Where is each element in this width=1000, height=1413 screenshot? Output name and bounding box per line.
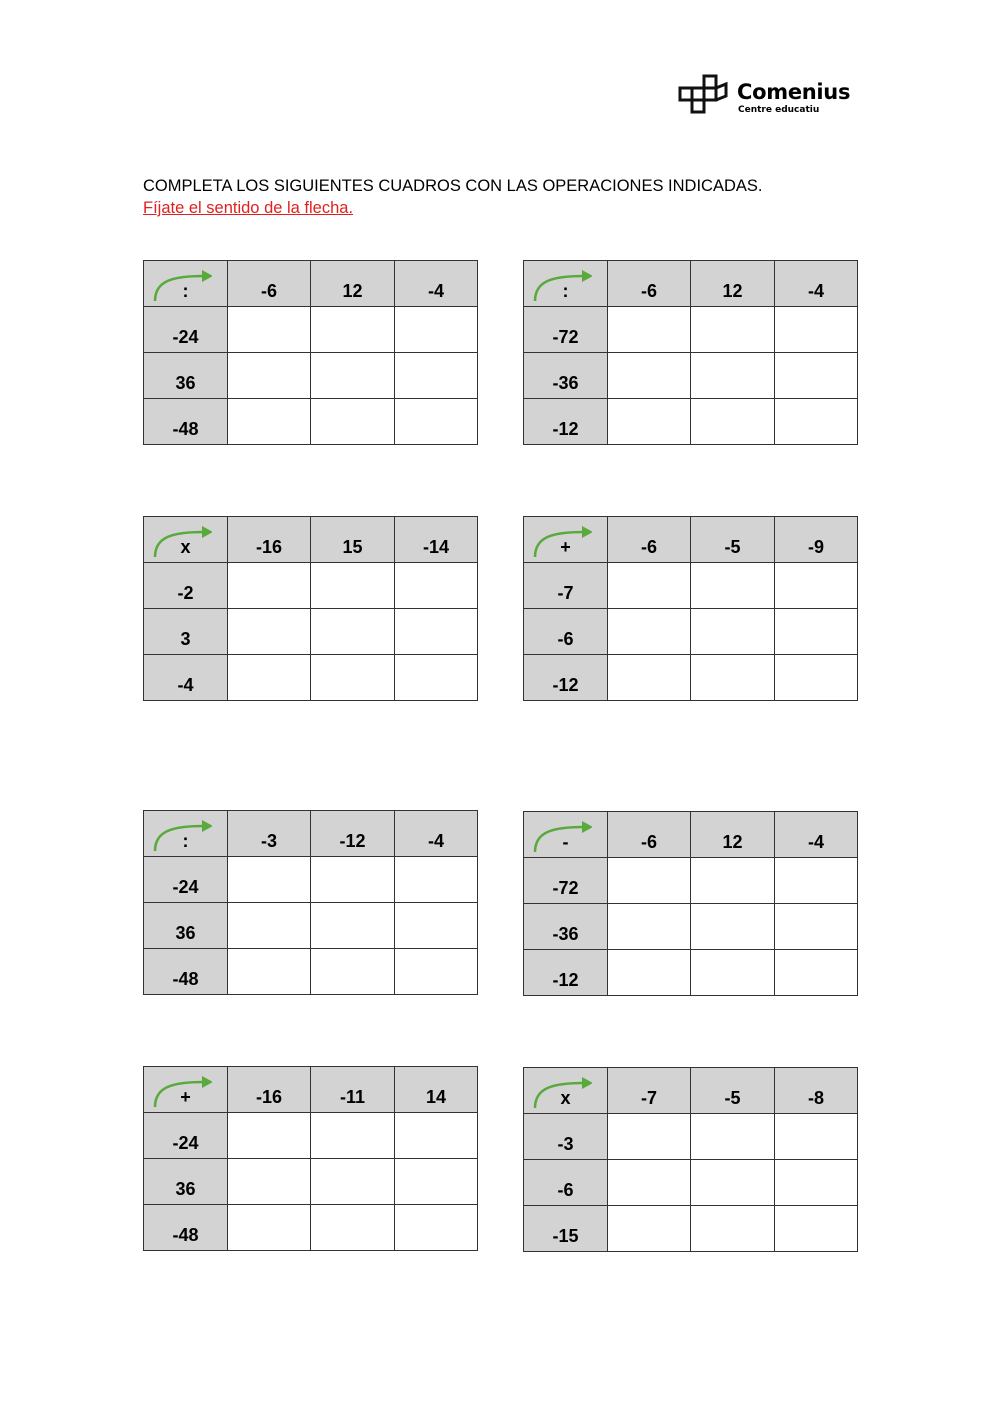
column-header: 12 (691, 261, 775, 307)
curved-arrow-icon (152, 817, 212, 853)
answer-cell[interactable] (311, 399, 395, 445)
answer-cell[interactable] (691, 563, 775, 609)
answer-cell[interactable] (228, 399, 311, 445)
instruction-hint: Fíjate el sentido de la flecha. (143, 199, 354, 217)
column-header: -5 (691, 517, 775, 563)
answer-cell[interactable] (608, 904, 691, 950)
row-header: -12 (524, 950, 608, 996)
curved-arrow-icon (152, 523, 212, 559)
answer-cell[interactable] (608, 399, 691, 445)
answer-cell[interactable] (311, 609, 395, 655)
answer-cell[interactable] (691, 609, 775, 655)
answer-cell[interactable] (395, 563, 478, 609)
answer-cell[interactable] (608, 563, 691, 609)
column-header: -5 (691, 1068, 775, 1114)
answer-cell[interactable] (228, 655, 311, 701)
answer-cell[interactable] (775, 563, 858, 609)
row-header: -24 (144, 857, 228, 903)
operation-table-5 (143, 810, 478, 995)
answer-cell[interactable] (395, 1113, 478, 1159)
answer-cell[interactable] (775, 353, 858, 399)
column-header: -6 (608, 812, 691, 858)
row-header: -48 (144, 399, 228, 445)
row-header: 36 (144, 903, 228, 949)
answer-cell[interactable] (775, 904, 858, 950)
curved-arrow-icon (532, 1074, 592, 1110)
answer-cell[interactable] (311, 353, 395, 399)
row-header: -2 (144, 563, 228, 609)
column-header: -6 (608, 261, 691, 307)
answer-cell[interactable] (395, 307, 478, 353)
answer-cell[interactable] (691, 1114, 775, 1160)
answer-cell[interactable] (395, 353, 478, 399)
answer-cell[interactable] (691, 1206, 775, 1252)
column-header: -12 (311, 811, 395, 857)
answer-cell[interactable] (395, 903, 478, 949)
answer-cell[interactable] (311, 307, 395, 353)
row-header: -36 (524, 904, 608, 950)
row-header: -48 (144, 949, 228, 995)
operation-table-1 (143, 260, 478, 445)
column-header: -3 (228, 811, 311, 857)
answer-cell[interactable] (228, 609, 311, 655)
column-header: 12 (311, 261, 395, 307)
answer-cell[interactable] (608, 609, 691, 655)
column-header: -9 (775, 517, 858, 563)
operator-cell (144, 811, 228, 857)
answer-cell[interactable] (395, 1159, 478, 1205)
operator-cell (144, 517, 228, 563)
operation-table-8 (523, 1067, 858, 1252)
column-header: -4 (395, 261, 478, 307)
answer-cell[interactable] (691, 858, 775, 904)
answer-cell[interactable] (691, 950, 775, 996)
answer-cell[interactable] (395, 655, 478, 701)
answer-cell[interactable] (775, 655, 858, 701)
row-header: -12 (524, 655, 608, 701)
curved-arrow-icon (532, 267, 592, 303)
answer-cell[interactable] (608, 307, 691, 353)
operator-symbol: : (182, 281, 189, 301)
column-header: 15 (311, 517, 395, 563)
column-header: -7 (608, 1068, 691, 1114)
curved-arrow-icon (152, 267, 212, 303)
answer-cell[interactable] (311, 903, 395, 949)
answer-cell[interactable] (228, 353, 311, 399)
row-header: -24 (144, 307, 228, 353)
answer-cell[interactable] (608, 1114, 691, 1160)
column-header: -16 (228, 1067, 311, 1113)
answer-cell[interactable] (395, 949, 478, 995)
answer-cell[interactable] (775, 858, 858, 904)
answer-cell[interactable] (691, 904, 775, 950)
answer-cell[interactable] (395, 609, 478, 655)
column-header: -6 (608, 517, 691, 563)
answer-cell[interactable] (311, 857, 395, 903)
operator-cell (524, 812, 608, 858)
operator-symbol: : (562, 281, 569, 301)
operator-symbol: x (560, 1088, 571, 1108)
logo-cubes-icon (678, 72, 730, 118)
answer-cell[interactable] (775, 1206, 858, 1252)
answer-cell[interactable] (395, 1205, 478, 1251)
answer-cell[interactable] (311, 655, 395, 701)
operator-symbol: + (560, 537, 571, 557)
answer-cell[interactable] (608, 655, 691, 701)
row-header: -15 (524, 1206, 608, 1252)
column-header: -6 (228, 261, 311, 307)
row-header: -3 (524, 1114, 608, 1160)
row-header: -6 (524, 1160, 608, 1206)
answer-cell[interactable] (775, 307, 858, 353)
answer-cell[interactable] (228, 949, 311, 995)
row-header: -7 (524, 563, 608, 609)
comenius-logo (678, 72, 858, 122)
answer-cell[interactable] (608, 950, 691, 996)
operation-table-3 (143, 516, 478, 701)
row-header: -24 (144, 1113, 228, 1159)
operator-cell (144, 261, 228, 307)
column-header: -4 (775, 812, 858, 858)
answer-cell[interactable] (608, 1206, 691, 1252)
answer-cell[interactable] (228, 857, 311, 903)
answer-cell[interactable] (311, 1205, 395, 1251)
answer-cell[interactable] (228, 1205, 311, 1251)
instructions (143, 175, 763, 219)
row-header: 36 (144, 1159, 228, 1205)
answer-cell[interactable] (691, 353, 775, 399)
operation-table-4 (523, 516, 858, 701)
column-header: -11 (311, 1067, 395, 1113)
row-header: -48 (144, 1205, 228, 1251)
column-header: -4 (395, 811, 478, 857)
row-header: -6 (524, 609, 608, 655)
answer-cell[interactable] (608, 353, 691, 399)
operator-cell (144, 1067, 228, 1113)
answer-cell[interactable] (311, 563, 395, 609)
logo-subtitle: Centre educatiu (738, 105, 820, 115)
answer-cell[interactable] (608, 858, 691, 904)
logo-name: Comenius (737, 80, 851, 104)
operator-cell (524, 1068, 608, 1114)
answer-cell[interactable] (228, 563, 311, 609)
operator-cell (524, 261, 608, 307)
answer-cell[interactable] (228, 1113, 311, 1159)
row-header: -4 (144, 655, 228, 701)
answer-cell[interactable] (311, 1159, 395, 1205)
column-header: -8 (775, 1068, 858, 1114)
answer-cell[interactable] (311, 949, 395, 995)
row-header: 36 (144, 353, 228, 399)
row-header: 3 (144, 609, 228, 655)
operation-table-2 (523, 260, 858, 445)
answer-cell[interactable] (311, 1113, 395, 1159)
operator-symbol: - (562, 832, 569, 852)
answer-cell[interactable] (691, 655, 775, 701)
answer-cell[interactable] (228, 307, 311, 353)
operation-table-7 (143, 1066, 478, 1251)
answer-cell[interactable] (395, 399, 478, 445)
column-header: 12 (691, 812, 775, 858)
operator-symbol: + (180, 1087, 191, 1107)
answer-cell[interactable] (395, 857, 478, 903)
column-header: -16 (228, 517, 311, 563)
answer-cell[interactable] (775, 1114, 858, 1160)
instruction-main: COMPLETA LOS SIGUIENTES CUADROS CON LAS OPERACIONES INDICADAS. (143, 177, 763, 195)
row-header: -12 (524, 399, 608, 445)
operator-symbol: x (180, 537, 191, 557)
operator-symbol: : (182, 831, 189, 851)
operator-cell (524, 517, 608, 563)
answer-cell[interactable] (608, 1160, 691, 1206)
operation-table-6 (523, 811, 858, 996)
answer-cell[interactable] (775, 609, 858, 655)
answer-cell[interactable] (775, 950, 858, 996)
answer-cell[interactable] (775, 399, 858, 445)
answer-cell[interactable] (775, 1160, 858, 1206)
row-header: -72 (524, 858, 608, 904)
answer-cell[interactable] (691, 399, 775, 445)
answer-cell[interactable] (691, 307, 775, 353)
answer-cell[interactable] (228, 903, 311, 949)
column-header: -14 (395, 517, 478, 563)
row-header: -72 (524, 307, 608, 353)
column-header: 14 (395, 1067, 478, 1113)
answer-cell[interactable] (691, 1160, 775, 1206)
curved-arrow-icon (152, 1073, 212, 1109)
curved-arrow-icon (532, 818, 592, 854)
curved-arrow-icon (532, 523, 592, 559)
answer-cell[interactable] (228, 1159, 311, 1205)
row-header: -36 (524, 353, 608, 399)
column-header: -4 (775, 261, 858, 307)
